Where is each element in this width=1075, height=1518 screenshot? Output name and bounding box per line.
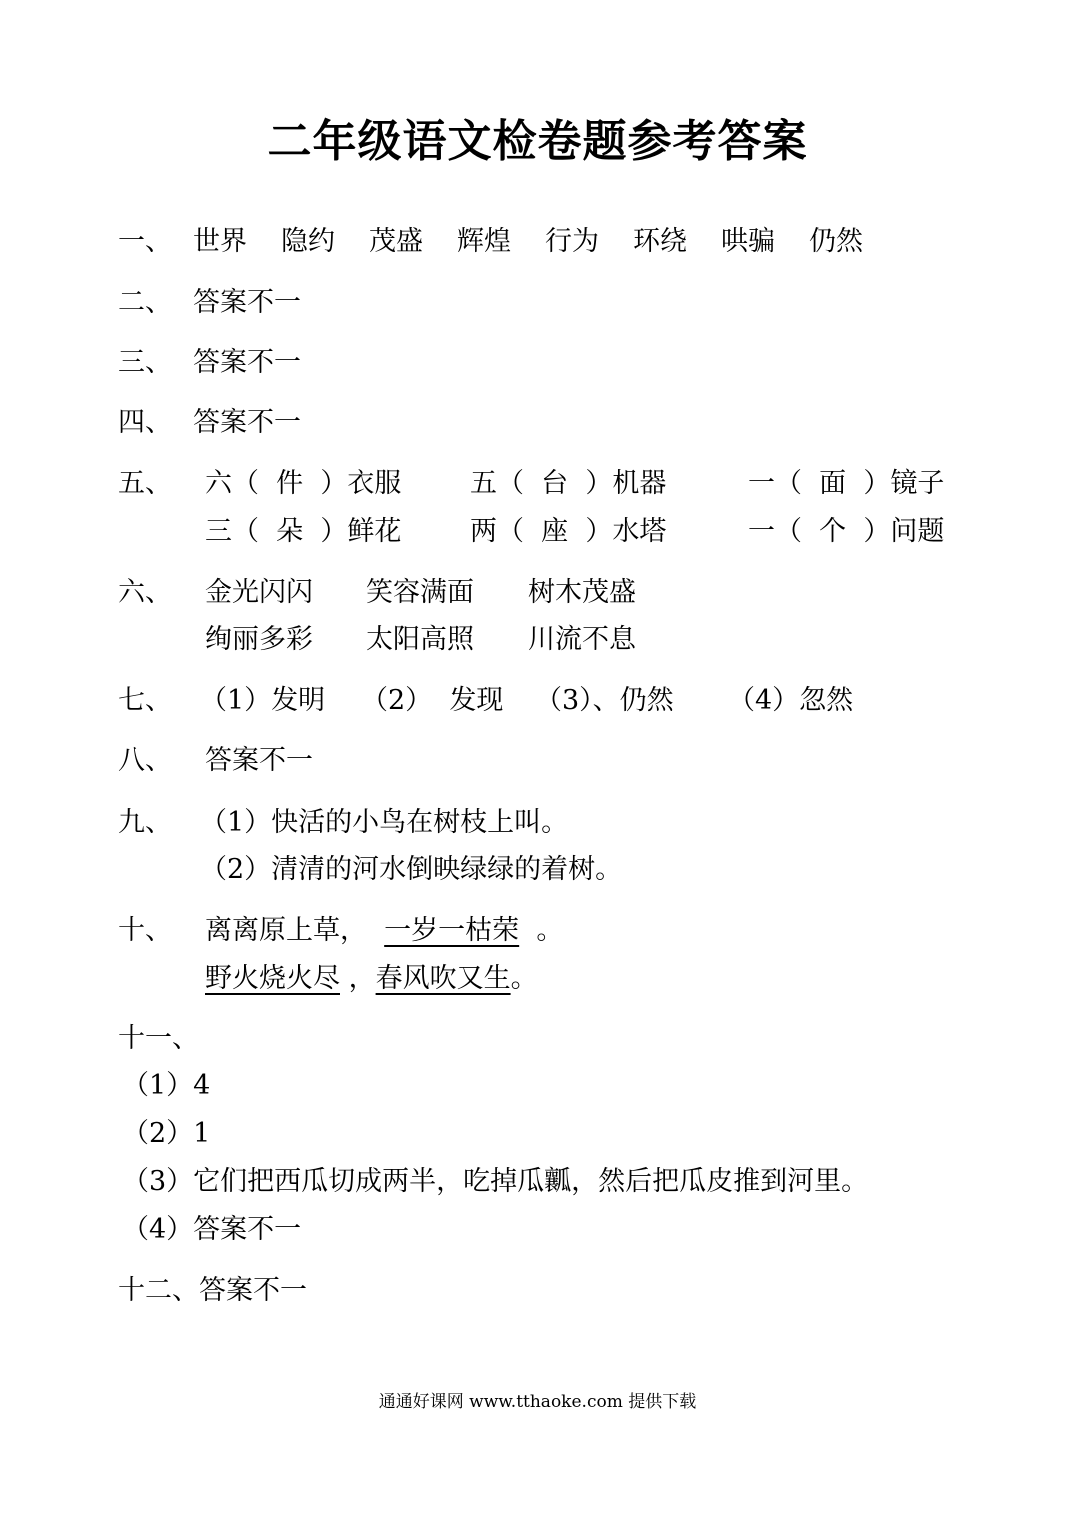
idiom-answer: 川流不息 — [528, 624, 636, 655]
answer-item: （4）忽然 — [728, 685, 854, 716]
poem-answer: 野火烧火尽 — [205, 963, 340, 994]
question-number: 九、 — [118, 807, 172, 838]
answer-word: 隐约 — [281, 226, 335, 257]
idiom-answer: 笑容满面 — [366, 577, 474, 608]
question-number: 十一、 — [118, 1023, 199, 1054]
question-number: 八、 — [118, 745, 172, 776]
idiom-answer: 太阳高照 — [366, 624, 474, 655]
poem-text: 离离原上草， — [205, 915, 367, 946]
measure-word-answer: 五（ 台 ）机器 — [470, 468, 667, 499]
answer-text: 十二、答案不一 — [118, 1275, 307, 1306]
answer-text: 答案不一 — [193, 407, 301, 438]
measure-word-answer: 一（ 个 ）问题 — [748, 516, 945, 547]
idiom-answer: 绚丽多彩 — [205, 624, 313, 655]
question-number: 四、 — [118, 407, 172, 438]
poem-text: 。 — [536, 915, 564, 946]
answer-word: 茂盛 — [369, 226, 423, 257]
answer-item: （1）4 — [122, 1070, 211, 1101]
answer-word: 行为 — [545, 226, 599, 257]
poem-text: 。 — [510, 963, 538, 994]
poem-answer: 一岁一枯荣 — [384, 915, 520, 946]
question-number: 六、 — [118, 577, 172, 608]
question-number: 一、 — [118, 226, 172, 257]
footer-credit: 通通好课网 www.tthaoke.com 提供下载 — [378, 1392, 697, 1412]
answer-word: 世界 — [193, 226, 247, 257]
answer-sentence: （1）快活的小鸟在树枝上叫。 — [200, 807, 569, 838]
answer-text: 答案不一 — [193, 347, 301, 378]
question-number: 三、 — [118, 347, 172, 378]
answer-sentence: （2）清清的河水倒映绿绿的着树。 — [200, 854, 623, 885]
answer-word: 哄骗 — [721, 226, 775, 257]
answer-word: 仍然 — [809, 226, 863, 257]
question-number: 七、 — [118, 685, 172, 716]
poem-line-2 — [205, 961, 538, 997]
question-number: 五、 — [118, 468, 172, 499]
answer-word: 辉煌 — [457, 226, 511, 257]
poem-answer: 春风吹又生 — [375, 963, 511, 994]
answer-item: （3）它们把西瓜切成两半，吃掉瓜瓤，然后把瓜皮推到河里。 — [122, 1166, 869, 1197]
answer-word: 环绕 — [633, 226, 687, 257]
measure-word-answer: 一（ 面 ）镜子 — [748, 468, 945, 499]
idiom-answer: 金光闪闪 — [205, 577, 313, 608]
question-number: 十、 — [118, 915, 172, 946]
measure-word-answer: 两（ 座 ）水塔 — [470, 516, 667, 547]
poem-text: ， — [348, 963, 376, 994]
measure-word-answer: 六（ 件 ）衣服 — [205, 468, 402, 499]
answer-item: （3）、仍然 — [535, 685, 674, 716]
answer-item: （4）答案不一 — [122, 1214, 302, 1245]
answer-item: （2） 发现 — [361, 685, 504, 716]
question-number: 二、 — [118, 287, 172, 318]
poem-line-1 — [205, 913, 563, 949]
answer-text: 答案不一 — [205, 745, 313, 776]
answer-item: （1）发明 — [200, 685, 326, 716]
page-title: 二年级语文检卷题参考答案 — [267, 116, 808, 167]
idiom-answer: 树木茂盛 — [528, 577, 636, 608]
answer-item: （2）1 — [122, 1118, 211, 1149]
measure-word-answer: 三（ 朵 ）鲜花 — [205, 516, 402, 547]
answer-text: 答案不一 — [193, 287, 301, 318]
